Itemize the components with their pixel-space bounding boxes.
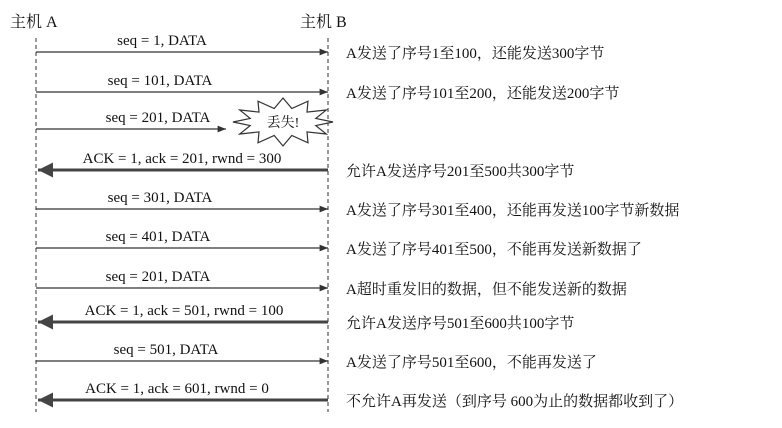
- message-label: ACK = 1, ack = 601, rwnd = 0: [85, 381, 269, 397]
- message-label: seq = 1, DATA: [117, 33, 207, 49]
- message-label: seq = 301, DATA: [107, 190, 213, 206]
- message-row: [36, 33, 604, 62]
- message-label: seq = 101, DATA: [107, 73, 213, 89]
- row-note: 允许A发送序号201至500共300字节: [346, 164, 575, 180]
- row-note: 不允许A再发送（到序号 600为止的数据都收到了）: [346, 394, 684, 410]
- message-row: [38, 151, 574, 180]
- message-row: [36, 269, 627, 298]
- message-row: [36, 229, 642, 258]
- row-note: A发送了序号401至500，不能再发送新数据了: [346, 242, 642, 258]
- message-label: seq = 401, DATA: [105, 229, 211, 245]
- row-note: 允许A发送序号501至600共100字节: [346, 316, 575, 332]
- message-row: [38, 303, 574, 332]
- row-note: A发送了序号501至600，不能再发送了: [346, 355, 597, 371]
- message-label: seq = 501, DATA: [113, 342, 219, 358]
- row-note: A发送了序号301至400，还能再发送100字节新数据: [346, 203, 680, 219]
- host-b-label: 主机 B: [300, 14, 347, 31]
- lost-label: 丢失!: [266, 116, 300, 131]
- host-a-label: 主机 A: [10, 14, 58, 31]
- message-row: [36, 190, 679, 219]
- message-row: [38, 381, 683, 410]
- message-row: [36, 342, 597, 371]
- message-rows: [36, 33, 683, 410]
- message-row: [36, 98, 333, 146]
- message-label: seq = 201, DATA: [105, 110, 211, 126]
- message-label: seq = 201, DATA: [105, 269, 211, 285]
- row-note: A发送了序号101至200，还能发送200字节: [346, 86, 620, 102]
- message-label: ACK = 1, ack = 201, rwnd = 300: [82, 151, 282, 167]
- message-label: ACK = 1, ack = 501, rwnd = 100: [84, 303, 284, 319]
- row-note: A发送了序号1至100，还能发送300字节: [346, 46, 605, 62]
- row-note: A超时重发旧的数据，但不能发送新的数据: [346, 282, 627, 298]
